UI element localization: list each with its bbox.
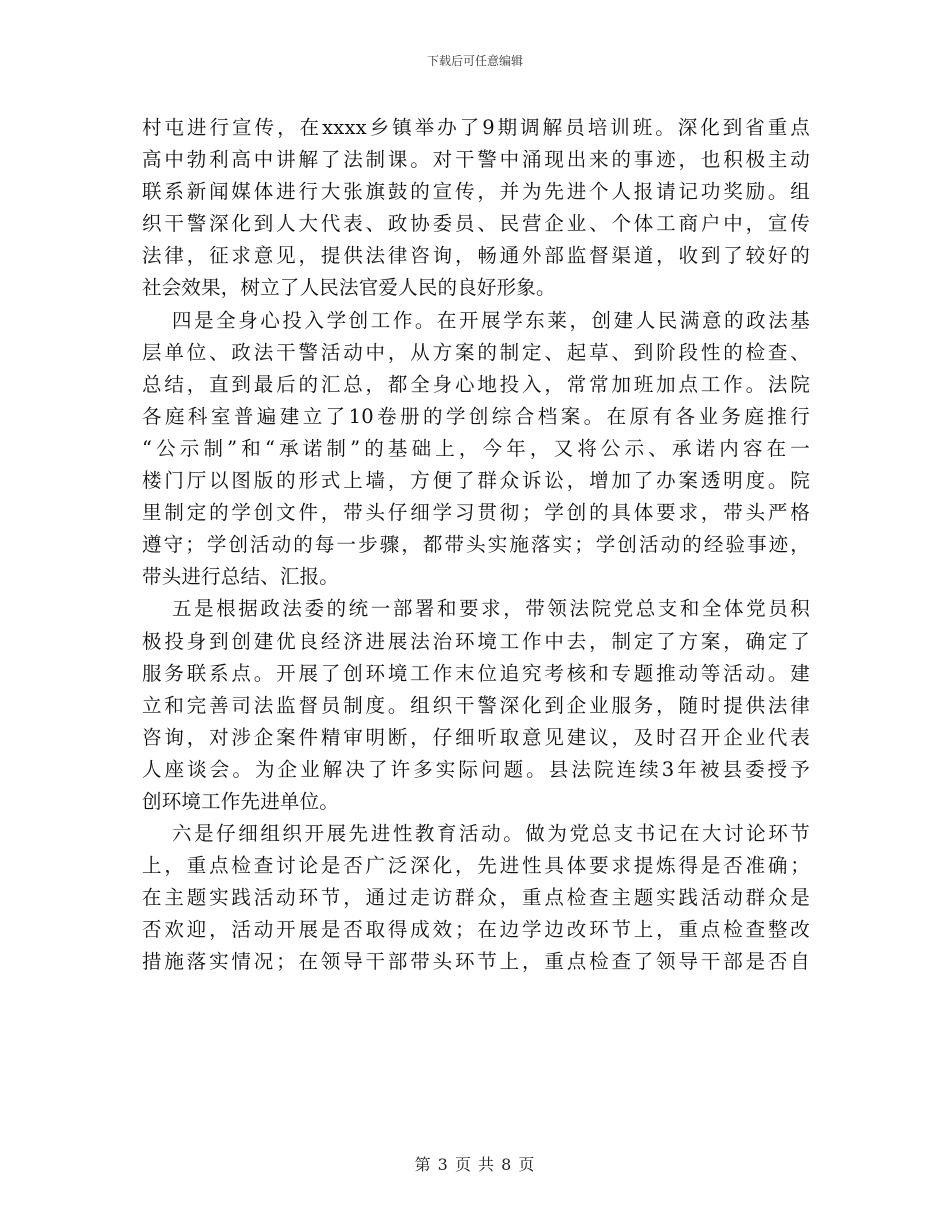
- text-line: 服务联系点。开展了创环境工作末位追究考核和专题推动等活动。建: [142, 661, 810, 685]
- text-line: 联系新闻媒体进行大张旗鼓的宣传，并为先进个人报请记功奖励。组: [142, 180, 810, 204]
- text-line: 织干警深化到人大代表、政协委员、民营企业、个体工商户中，宣传: [142, 212, 810, 236]
- text-line: 措施落实情况；在领导干部带头环节上，重点检查了领导干部是否自: [142, 950, 810, 974]
- text-line: 人座谈会。为企业解决了许多实际问题。县法院连续3年被县委授予: [142, 757, 810, 781]
- text-line: 村屯进行宣传，在xxxx乡镇举办了9期调解员培训班。深化到省重点: [142, 116, 810, 139]
- text-line: 上，重点检查讨论是否广泛深化，先进性具体要求提炼得是否准确；: [142, 854, 810, 878]
- text-line: “公示制”和“承诺制”的基础上，今年，又将公示、承诺内容在一: [142, 436, 810, 460]
- text-line: 法律，征求意见，提供法律咨询，畅通外部监督渠道，收到了较好的: [142, 244, 810, 268]
- text-line: 六是仔细组织开展先进性教育活动。做为党总支书记在大讨论环节: [172, 822, 810, 846]
- text-line: 楼门厅以图版的形式上墙，方便了群众诉讼，增加了办案透明度。院: [142, 469, 810, 493]
- text-line: 立和完善司法监督员制度。组织干警深化到企业服务，随时提供法律: [142, 693, 810, 717]
- text-line: 高中勃利高中讲解了法制课。对干警中涌现出来的事迹，也积极主动: [142, 148, 810, 172]
- page-footer: 第 3 页 共 8 页: [414, 1155, 536, 1174]
- text-line: 创环境工作先进单位。: [142, 789, 340, 813]
- document-body: [142, 112, 810, 979]
- page-header: 下载后可任意编辑: [426, 54, 523, 68]
- text-line: 总结，直到最后的汇总，都全身心地投入，常常加班加点工作。法院: [142, 372, 810, 396]
- text-line: 在主题实践活动环节，通过走访群众，重点检查主题实践活动群众是: [142, 886, 810, 910]
- text-line: 各庭科室普遍建立了10卷册的学创综合档案。在原有各业务庭推行: [142, 404, 810, 428]
- text-line: 带头进行总结、汇报。: [142, 565, 340, 589]
- text-line: 咨询，对涉企案件精审明断，仔细听取意见建议，及时召开企业代表: [142, 725, 810, 749]
- text-line: 社会效果，树立了人民法官爱人民的良好形象。: [142, 276, 556, 300]
- text-line: 四是全身心投入学创工作。在开展学东莱，创建人民满意的政法基: [172, 308, 810, 332]
- text-line: 遵守；学创活动的每一步骤，都带头实施落实；学创活动的经验事迹，: [142, 533, 810, 557]
- text-line: 五是根据政法委的统一部署和要求，带领法院党总支和全体党员积: [172, 597, 810, 621]
- text-line: 极投身到创建优良经济进展法治环境工作中去，制定了方案，确定了: [142, 629, 810, 653]
- text-line: 层单位、政法干警活动中，从方案的制定、起草、到阶段性的检查、: [142, 340, 810, 364]
- text-line: 否欢迎，活动开展是否取得成效；在边学边改环节上，重点检查整改: [142, 918, 810, 942]
- text-line: 里制定的学创文件，带头仔细学习贯彻；学创的具体要求，带头严格: [142, 501, 810, 525]
